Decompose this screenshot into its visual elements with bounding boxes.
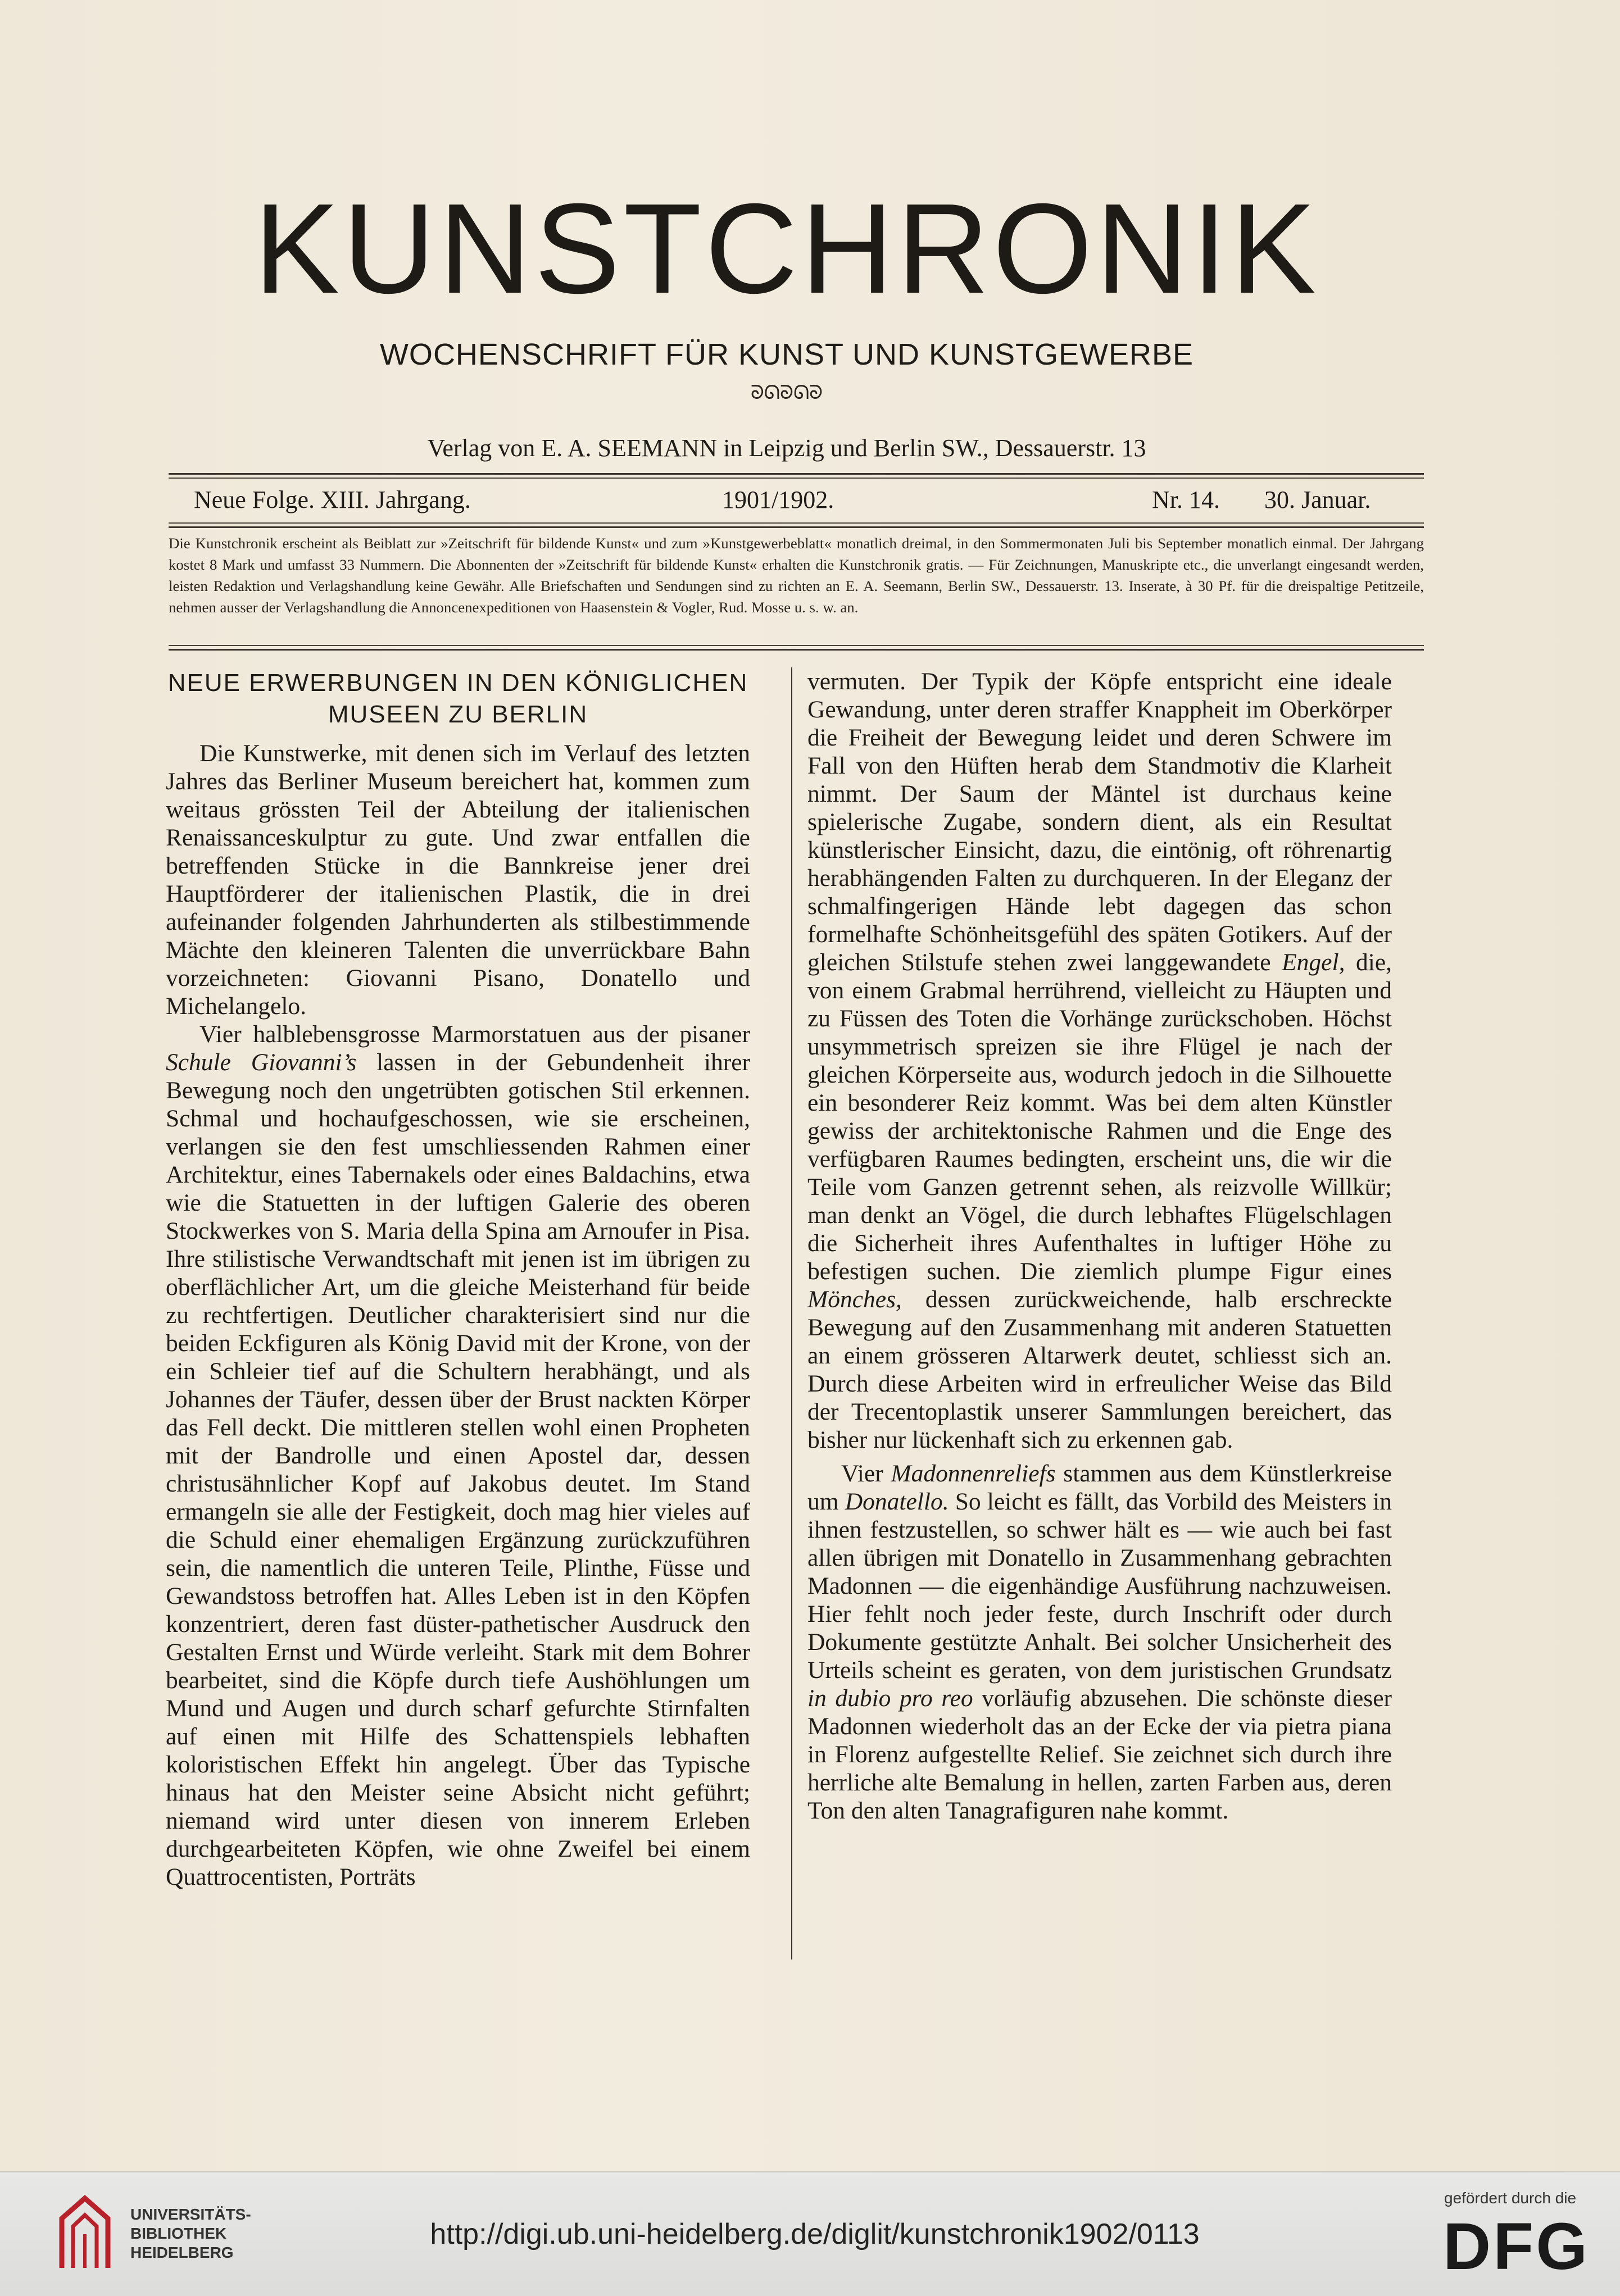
university-logo-icon — [54, 2194, 116, 2272]
issue-number: Nr. 14. — [1152, 486, 1220, 513]
emphasis: Donatello. — [845, 1488, 949, 1515]
issue-date: 30. Januar. — [1264, 486, 1371, 513]
emphasis: in dubio pro reo — [807, 1685, 973, 1712]
dfg-logo: DFG — [1443, 2209, 1590, 2284]
emphasis: Madonnenreliefs — [891, 1460, 1056, 1487]
subscription-notice: Die Kunstchronik erscheint als Beiblatt zur »Zeitschrift für bildende Kunst« und zum »Kunstgewerbeblatt« monatlich dreimal, in den Sommermonaten Juli bis September monatlich einmal. Der Jahrgang kostet 8 Mark und umfasst 33 Nummern. Die Abonnenten der »Zeitschrift für bildende Kunst« erhalten die Kunstchronik gratis. — Für Zeichnungen, Manuskripte etc., die unverlangt eingesandt werden, leisten Redaktion und Verlagshandlung keine Gewähr. Alle Briefschaften und Sendungen sind zu richten an E. A. Seemann, Berlin SW., Dessauerstr. 13. Inserate, à 30 Pf. für die dreispaltige Petitzeile, nehmen ausser der Verlagshandlung die Annoncenexpeditionen von Haasenstein & Vogler, Rud. Mosse u. s. w. an. — [169, 535, 1424, 616]
issue-year: 1901/1902. — [722, 486, 834, 513]
masthead-title: KUNSTCHRONIK — [253, 178, 1320, 320]
rule-mid — [169, 522, 1424, 524]
rule-bottom-inner — [169, 649, 1424, 651]
article-paragraph: vermuten. Der Typik der Köpfe entspricht eine ideale Gewandung, unter deren straffer Knappheit im Oberkörper die Freiheit der Bewegung leidet und deren Schwere im Fall von den Hüften herab dem Standmotiv die Klarheit nimmt. Der Saum der Mäntel ist durchaus keine spielerische Zugabe, sondern dient, als ein Resultat künstlerischer Einsicht, dazu, die eintönig, oft röhrenartig herabhängenden Falten zu durchqueren. In der Eleganz der schmalfingerigen Hände lebt dagegen das schon formelhafte Schönheitsgefühl des späten Gotikers. Auf der gleichen Stilstufe stehen zwei langgewandete Engel, die, von einem Grabmal herrührend, vielleicht zu Häupten und zu Füssen des Toten die Vorhänge zurückschoben. Höchst unsymmetrisch spreizen sie ihre Flügel je nach der gleichen Körperseite aus, wodurch jedoch in die Silhouette ein besonderer Reiz kommt. Was bei dem alten Künstler gewiss der architektonische Rahmen und die Enge des verfügbaren Raumes bedingten, erscheint uns, die wir die Teile vom Ganzen getrennt sehen, als reizvolle Willkür; man denkt an Vögel, die durch lebhaftes Flügelschlagen die Sicherheit ihres Aufenthaltes in luftiger Höhe zu befestigen suchen. Die ziemlich plumpe Figur eines Mönches, dessen zurückweichende, halb erschreckte Bewegung auf den Zusammenhang mit anderen Statuetten an einem grösseren Altarwerk deutet, schliesst sich an. Durch diese Arbeiten wird in erfreulicher Weise das Bild der Trecentoplastik unserer Sammlungen bereichert, das bisher nur lückenhaft sich zu erkennen gab. — [807, 668, 1392, 1453]
masthead-subtitle: WOCHENSCHRIFT FÜR KUNST UND KUNSTGEWERBE — [379, 338, 1194, 371]
article-paragraph: Vier halblebensgrosse Marmorstatuen aus der pisaner Schule Giovanni’s lassen in der Gebundenheit ihrer Bewegung noch den ungetrübten gotischen Stil erkennen. Schmal und hochaufgeschossen, wie sie erscheinen, verlangen sie den fest umschliessenden Rahmen einer Architektur, eines Tabernakels oder eines Baldachins, etwa wie die Statuetten in der luftigen Galerie des oberen Stockwerkes von S. Maria della Spina am Arnoufer in Pisa. Ihre stilistische Verwandtschaft mit jenen ist im übrigen zu oberflächlicher Art, um die gleiche Meisterhand für beide zu rechtfertigen. Deutlicher charakterisiert sind nur die beiden Eckfiguren als König David mit der Krone, von der ein Schleier tief auf die Schultern herabhängt, und als Johannes der Täufer, dessen über der Brust nackten Körper das Fell deckt. Die mittleren stellen wohl einen Propheten mit der Bandrolle und einen Apostel dar, dessen christusähnlicher Kopf auf Jakobus deutet. Im Stand ermangeln sie alle der Festigkeit, doch mag hier vieles auf die Schuld einer ehemaligen Ergänzung zurückzuführen sein, die namentlich die unteren Teile, Plinthe, Füsse und Gewandstoss betroffen hat. Alles Leben ist in den Köpfen konzentriert, deren fast düster-pathetischer Ausdruck den Gestalten Ernst und Würde verleiht. Stark mit dem Bohrer bearbeitet, sind die Köpfe durch tiefe Aushöhlungen um Mund und Augen und durch scharf gefurchte Stirnfalten auf einen mit Hilfe des Schattenspiels lebhaften koloristischen Effekt hin angelegt. Über das Typische hinaus hat den Meister seine Absicht nicht geführt; niemand wird unter diesen von innerem Erleben durchgearbeiteten Köpfen, wie ohne Zweifel bei einem Quattrocentisten, Porträts — [166, 1021, 750, 1890]
column-divider — [791, 667, 792, 1959]
column-left — [166, 667, 750, 1959]
publisher-line: Verlag von E. A. SEEMANN in Leipzig und Berlin SW., Dessauerstr. 13 — [427, 434, 1146, 462]
article-paragraph: Die Kunstwerke, mit denen sich im Verlauf des letzten Jahres das Berliner Museum bereichert hat, kommen zum weitaus grössten Teil der Abteilung der italienischen Renaissanceskulptur zu gute. Und zwar entfallen die betreffenden Stücke in die Bannkreise jener drei Hauptförderer der italienischen Plastik, die in drei aufeinander folgenden Jahrhunderten als stilbestimmende Mächte den kleineren Talenten die unverrückbare Bahn vorzeichneten: Giovanni Pisano, Donatello und Michelangelo. — [166, 740, 750, 1020]
article-paragraph: Vier Madonnenreliefs stammen aus dem Künstlerkreise um Donatello. So leicht es fällt, das Vorbild des Meisters in ihnen festzustellen, so schwer hält es — wie auch bei fast allen übrigen mit Donatello in Zusammenhang gebrachten Madonnen — die eigenhändige Ausführung nachzuweisen. Hier fehlt noch jeder feste, durch Inschrift oder durch Dokumente gestützte Anhalt. Bei solcher Unsicherheit des Urteils scheint es geraten, von dem juristischen Grundsatz in dubio pro reo vorläufig abzusehen. Die schönste dieser Madonnen wiederholt das an der Ecke der via pietra piana in Florenz aufgestellte Relief. Sie zeichnet sich durch ihre herrliche alte Bemalung in hellen, zarten Farben aus, deren Ton den alten Tanagrafiguren nahe kommt. — [807, 1460, 1392, 1824]
issue-line — [194, 482, 1391, 518]
column-right — [807, 667, 1392, 1959]
rule-bottom — [169, 645, 1424, 646]
rule-mid-inner — [169, 526, 1424, 528]
rule-top — [169, 473, 1424, 475]
article-title: NEUE ERWERBUNGEN IN DEN KÖNIGLICHEN MUSEEN ZU BERLIN — [167, 669, 748, 728]
library-name: UNIVERSITÄTS- BIBLIOTHEK HEIDELBERG — [130, 2206, 251, 2261]
emphasis: Engel, — [1282, 949, 1345, 976]
ornament: ᘐᘏᘐᘏᘐ — [750, 383, 823, 403]
permalink-url[interactable]: http://digi.ub.uni-heidelberg.de/diglit/kunstchronik1902/0113 — [430, 2218, 1200, 2250]
viewer-footer — [0, 2171, 1620, 2296]
emphasis: Schule Giovanni’s — [166, 1049, 357, 1076]
funded-by-label: gefördert durch die — [1444, 2189, 1577, 2207]
emphasis: Mönches, — [807, 1286, 902, 1313]
issue-series: Neue Folge. XIII. Jahrgang. — [194, 486, 471, 513]
rule-top-inner — [169, 478, 1424, 479]
